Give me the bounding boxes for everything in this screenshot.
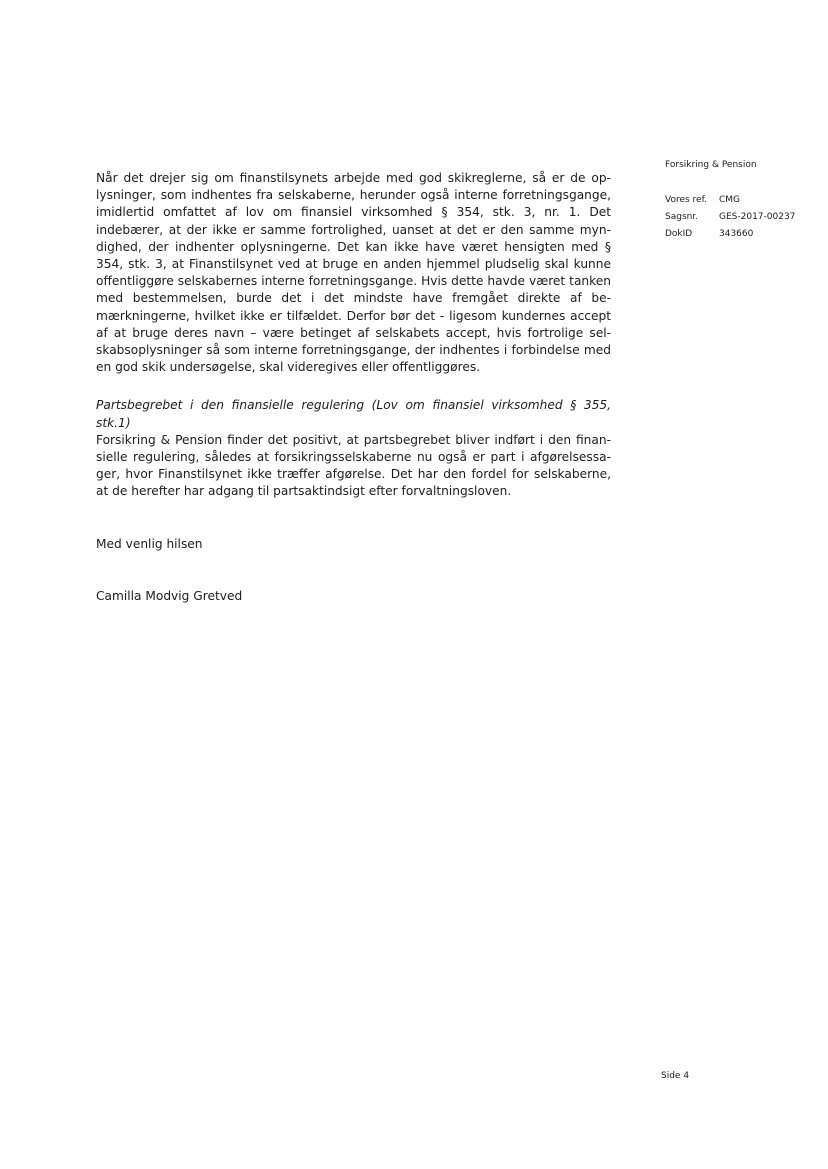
body-paragraph: Forsikring & Pension finder det positivt, at partsbegrebet bliver indført i den finansielle regulering, således at forsikringsselskaberne nu også er part i afgørelsessager, hvor Finanstilsynet ikke træffer afgørelse. Det har den fordel for selskaberne, at de herefter har adgang til partsaktindsigt efter forvaltningsloven.	[96, 432, 611, 499]
meta-value: GES-2017-00237	[719, 212, 796, 222]
organization-name: Forsikring & Pension	[665, 160, 757, 170]
meta-value: CMG	[719, 195, 741, 205]
meta-value: 343660	[719, 229, 754, 239]
meta-row-reference	[665, 192, 815, 209]
signature-name: Camilla Modvig Gretved	[96, 588, 243, 603]
closing-salutation: Med venlig hilsen	[96, 536, 203, 551]
letter-body	[96, 170, 611, 605]
meta-label: DokID	[665, 229, 693, 239]
body-paragraph: Når det drejer sig om finanstilsynets arbejde med god skikreglerne, så er de oplysninger, som indhentes fra selskaberne, herunder også interne forretningsgange, imidlertid omfattet af lov om finansiel virksomhed § 354, stk. 3, nr. 1. Det indebærer, at der ikke er samme fortrolighed, uanset at det er den samme myndighed, der indhenter oplysningerne. Det kan ikke have været hensigten med § 354, stk. 3, at Finanstilsynet ved at bruge en anden hjemmel pludselig skal kunne offentliggøre selskabernes interne forretningsgange. Hvis dette havde været tanken med bestemmelsen, burde det i det mindste have fremgået direkte af bemærkningerne, hvilket ikke er tilfældet. Derfor bør det - ligesom kundernes accept af at bruge deres navn – være betinget af selskabets accept, hvis fortrolige selskabsoplysninger så som interne forretningsgange, der indhentes i forbindelse med en god skik undersøgelse, skal videregives eller offentliggøres.	[96, 171, 611, 375]
meta-row-document-id	[665, 226, 815, 243]
letter-sidebar	[665, 157, 815, 243]
meta-label: Sagsnr.	[665, 212, 699, 222]
meta-row-case-number	[665, 209, 815, 226]
meta-label: Vores ref.	[665, 195, 707, 205]
page-number: Side 4	[661, 1071, 690, 1081]
section-heading: Partsbegrebet i den finansielle regulering (Lov om finansiel virksomhed § 355, stk.1)	[96, 398, 611, 430]
